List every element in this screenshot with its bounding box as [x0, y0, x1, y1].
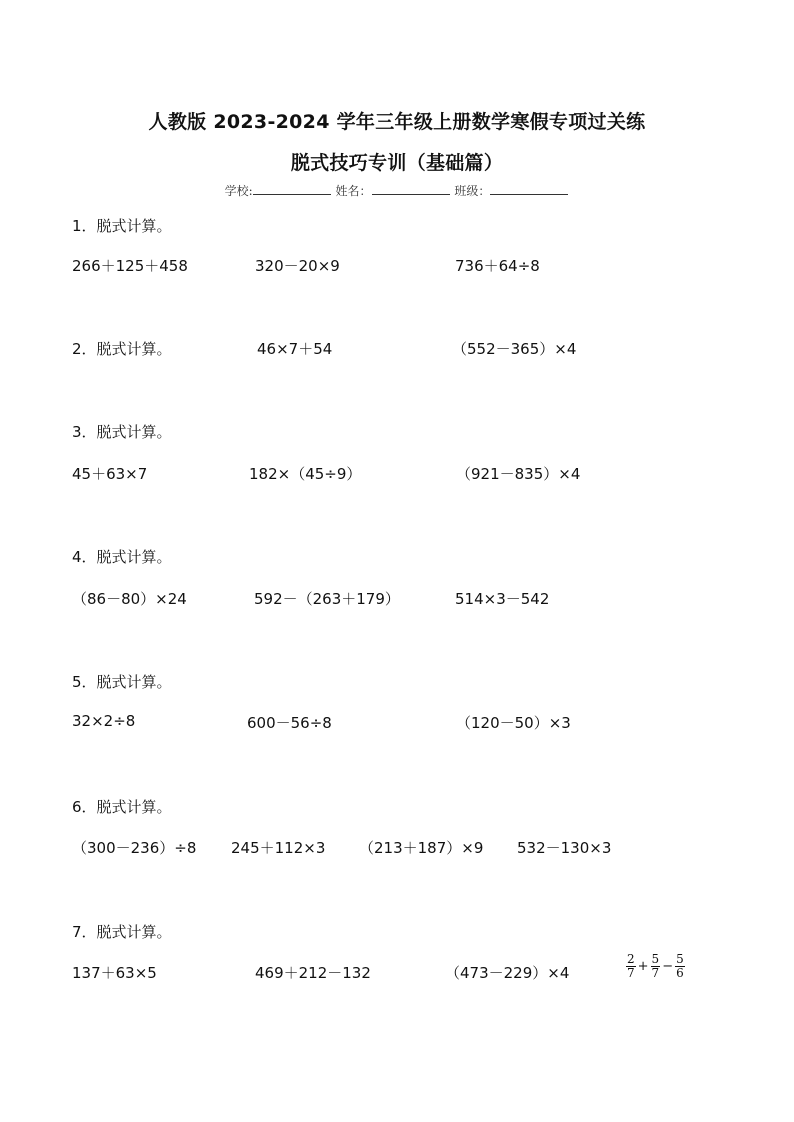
school-blank: [253, 182, 331, 195]
fraction-1-denominator: 7: [627, 966, 635, 980]
page-title: 人教版 2023-2024 学年三年级上册数学寒假专项过关练: [148, 111, 646, 133]
question-6-expr-4: 532－130×3: [517, 839, 612, 857]
question-1-expr-1: 266＋125＋458: [72, 257, 188, 275]
name-blank: [372, 182, 450, 195]
fraction-op-1: +: [637, 959, 649, 974]
question-7-expr-2: 469＋212－132: [255, 964, 371, 982]
question-5-label: 5．脱式计算。: [72, 673, 172, 691]
question-3-expr-2: 182×（45÷9）: [249, 465, 362, 483]
fraction-2: [651, 953, 661, 980]
question-2-expr-2: （552－365）×4: [452, 340, 577, 358]
question-7-fraction-expr: [625, 953, 686, 980]
question-1-label: 1．脱式计算。: [72, 217, 172, 235]
class-label: 班级：: [454, 184, 491, 198]
question-4-expr-3: 514×3－542: [455, 590, 550, 608]
question-6-expr-3: （213＋187）×9: [359, 839, 484, 857]
question-3-label: 3．脱式计算。: [72, 423, 172, 441]
question-4-expr-2: 592－（263＋179）: [254, 590, 400, 608]
fraction-op-2: −: [662, 959, 674, 974]
question-5-expr-3: （120－50）×3: [456, 714, 571, 732]
fraction-2-numerator: 5: [651, 952, 660, 966]
question-5-expr-1: 32×2÷8: [72, 712, 136, 730]
school-label: 学校:: [224, 184, 253, 198]
question-1-expr-2: 320－20×9: [255, 257, 340, 275]
question-6-label: 6．脱式计算。: [72, 798, 172, 816]
question-7-label: 7．脱式计算。: [72, 923, 172, 941]
question-7-expr-3: （473－229）×4: [445, 964, 570, 982]
fraction-3-numerator: 5: [676, 952, 684, 966]
student-info-line: [0, 182, 794, 199]
question-3-expr-3: （921－835）×4: [456, 465, 581, 483]
question-4-expr-1: （86－80）×24: [72, 590, 187, 608]
class-blank: [490, 182, 568, 195]
fraction-1-numerator: 2: [627, 952, 635, 966]
question-1-expr-3: 736＋64÷8: [455, 257, 540, 275]
question-4-label: 4．脱式计算。: [72, 548, 172, 566]
question-6-expr-1: （300－236）÷8: [72, 839, 197, 857]
question-2-expr-1: 46×7＋54: [257, 340, 333, 358]
question-5-expr-2: 600－56÷8: [247, 714, 332, 732]
page-subtitle: 脱式技巧专训（基础篇）: [290, 152, 504, 174]
question-2-label: 2．脱式计算。: [72, 340, 172, 358]
question-6-expr-2: 245＋112×3: [231, 839, 326, 857]
fraction-2-denominator: 7: [651, 966, 660, 980]
name-label: 姓名：: [335, 184, 372, 198]
fraction-3-denominator: 6: [676, 966, 684, 980]
question-7-expr-1: 137＋63×5: [72, 964, 157, 982]
fraction-1: [626, 953, 636, 980]
question-3-expr-1: 45＋63×7: [72, 465, 148, 483]
fraction-3: [675, 953, 685, 980]
